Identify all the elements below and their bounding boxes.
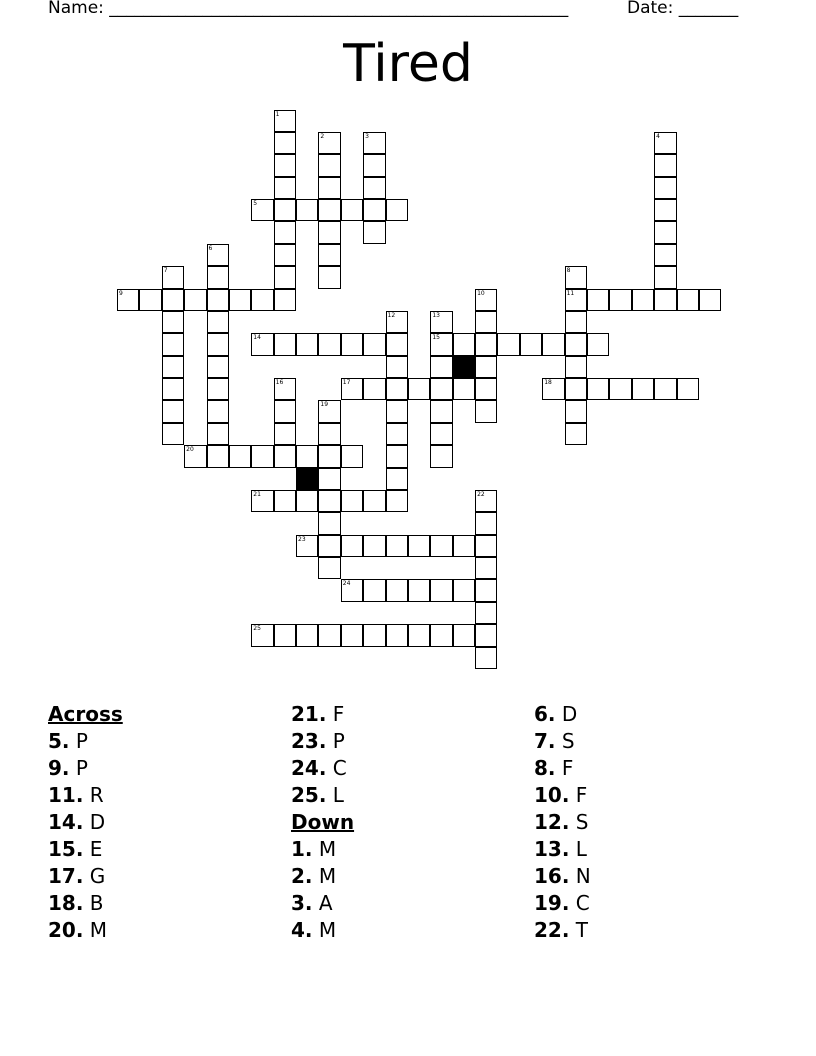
clue-text: L bbox=[569, 837, 587, 861]
grid-cell[interactable] bbox=[408, 624, 430, 646]
grid-cell[interactable] bbox=[565, 356, 587, 378]
grid-cell[interactable] bbox=[207, 311, 229, 333]
grid-cell[interactable] bbox=[162, 266, 184, 288]
grid-cell[interactable] bbox=[453, 333, 475, 355]
grid-cell[interactable] bbox=[632, 378, 654, 400]
clue-number: 8 bbox=[566, 267, 571, 275]
grid-cell[interactable] bbox=[318, 221, 340, 243]
grid-cell[interactable] bbox=[318, 154, 340, 176]
grid-cell[interactable] bbox=[475, 579, 497, 601]
grid-cell[interactable] bbox=[274, 199, 296, 221]
grid-cell[interactable] bbox=[386, 333, 408, 355]
clue-number-label: 17. bbox=[48, 864, 84, 888]
grid-cell[interactable] bbox=[251, 445, 273, 467]
clue-text: T bbox=[569, 918, 589, 942]
grid-cell[interactable] bbox=[274, 289, 296, 311]
clue-number-label: 4. bbox=[291, 918, 313, 942]
grid-cell[interactable] bbox=[318, 423, 340, 445]
clue-number: 6 bbox=[208, 244, 213, 252]
grid-cell[interactable] bbox=[654, 132, 676, 154]
grid-cell[interactable] bbox=[207, 356, 229, 378]
grid-cell[interactable] bbox=[363, 199, 385, 221]
grid-cell[interactable] bbox=[475, 512, 497, 534]
grid-cell[interactable] bbox=[386, 423, 408, 445]
grid-cell[interactable] bbox=[207, 423, 229, 445]
grid-cell[interactable] bbox=[542, 378, 564, 400]
clue-number: 19 bbox=[320, 401, 329, 409]
grid-cell[interactable] bbox=[251, 199, 273, 221]
grid-cell[interactable] bbox=[654, 266, 676, 288]
grid-cell[interactable] bbox=[363, 177, 385, 199]
grid-cell[interactable] bbox=[565, 423, 587, 445]
name-field: Name: ______________________________________________________ bbox=[48, 0, 569, 18]
grid-cell[interactable] bbox=[274, 624, 296, 646]
grid-cell[interactable] bbox=[475, 333, 497, 355]
grid-cell[interactable] bbox=[386, 356, 408, 378]
grid-cell[interactable] bbox=[296, 535, 318, 557]
grid-cell[interactable] bbox=[296, 445, 318, 467]
grid-cell[interactable] bbox=[386, 400, 408, 422]
grid-cell[interactable] bbox=[363, 624, 385, 646]
grid-cell[interactable] bbox=[430, 579, 452, 601]
grid-cell[interactable] bbox=[475, 602, 497, 624]
grid-cell[interactable] bbox=[677, 378, 699, 400]
grid-cell[interactable] bbox=[475, 557, 497, 579]
down-clue bbox=[534, 755, 764, 782]
clue-number: 15 bbox=[432, 334, 440, 342]
grid-cell[interactable] bbox=[207, 266, 229, 288]
grid-cell[interactable] bbox=[386, 199, 408, 221]
down-clue bbox=[534, 863, 764, 890]
grid-cell[interactable] bbox=[162, 333, 184, 355]
grid-cell[interactable] bbox=[363, 132, 385, 154]
across-clue bbox=[48, 836, 278, 863]
grid-cell[interactable] bbox=[296, 333, 318, 355]
clue-number-label: 7. bbox=[534, 729, 556, 753]
across-clue bbox=[48, 755, 278, 782]
clue-text: G bbox=[83, 864, 106, 888]
grid-cell[interactable] bbox=[274, 490, 296, 512]
grid-cell[interactable] bbox=[587, 289, 609, 311]
block-cell bbox=[453, 356, 475, 378]
grid-cell[interactable] bbox=[408, 579, 430, 601]
grid-cell[interactable] bbox=[274, 177, 296, 199]
clue-number-label: 11. bbox=[48, 783, 84, 807]
grid-cell[interactable] bbox=[318, 400, 340, 422]
clue-number: 21 bbox=[253, 490, 261, 498]
grid-cell[interactable] bbox=[162, 311, 184, 333]
grid-cell[interactable] bbox=[363, 378, 385, 400]
across-clue bbox=[48, 863, 278, 890]
across-heading bbox=[48, 701, 278, 728]
grid-cell[interactable] bbox=[609, 289, 631, 311]
grid-cell[interactable] bbox=[386, 490, 408, 512]
grid-cell[interactable] bbox=[430, 356, 452, 378]
grid-cell[interactable] bbox=[654, 154, 676, 176]
clue-number: 2 bbox=[320, 132, 325, 140]
clue-text: P bbox=[69, 756, 88, 780]
across-clue bbox=[291, 728, 521, 755]
grid-cell[interactable] bbox=[162, 289, 184, 311]
clue-number-label: 12. bbox=[534, 810, 570, 834]
grid-cell[interactable] bbox=[318, 177, 340, 199]
grid-cell[interactable] bbox=[430, 400, 452, 422]
grid-cell[interactable] bbox=[274, 423, 296, 445]
grid-cell[interactable] bbox=[475, 356, 497, 378]
clue-number-label: 25. bbox=[291, 783, 327, 807]
grid-cell[interactable] bbox=[699, 289, 721, 311]
grid-cell[interactable] bbox=[386, 468, 408, 490]
clue-number: 12 bbox=[387, 311, 396, 319]
clue-text: F bbox=[569, 783, 588, 807]
grid-cell[interactable] bbox=[318, 132, 340, 154]
grid-cell[interactable] bbox=[587, 333, 609, 355]
grid-cell[interactable] bbox=[363, 221, 385, 243]
clue-text: M bbox=[83, 918, 108, 942]
grid-cell[interactable] bbox=[318, 512, 340, 534]
grid-cell[interactable] bbox=[274, 400, 296, 422]
across-clue bbox=[48, 809, 278, 836]
clue-number-label: 2. bbox=[291, 864, 313, 888]
grid-cell[interactable] bbox=[386, 445, 408, 467]
clue-number: 16 bbox=[275, 379, 284, 387]
clue-number: 18 bbox=[544, 379, 552, 387]
clue-number: 1 bbox=[275, 110, 280, 118]
grid-cell[interactable] bbox=[475, 490, 497, 512]
grid-cell[interactable] bbox=[274, 154, 296, 176]
grid-cell[interactable] bbox=[430, 423, 452, 445]
puzzle-title: Tired bbox=[343, 34, 473, 94]
down-clue bbox=[534, 809, 764, 836]
grid-cell[interactable] bbox=[207, 400, 229, 422]
clue-number-label: 15. bbox=[48, 837, 84, 861]
clue-column-2 bbox=[291, 701, 521, 944]
grid-cell[interactable] bbox=[430, 311, 452, 333]
down-heading bbox=[291, 809, 521, 836]
grid-cell[interactable] bbox=[453, 535, 475, 557]
grid-cell[interactable] bbox=[251, 289, 273, 311]
clue-number-label: 3. bbox=[291, 891, 313, 915]
grid-cell[interactable] bbox=[565, 400, 587, 422]
grid-cell[interactable] bbox=[654, 378, 676, 400]
clue-number-label: 8. bbox=[534, 756, 556, 780]
down-clue bbox=[534, 836, 764, 863]
grid-cell[interactable] bbox=[475, 647, 497, 669]
grid-cell[interactable] bbox=[386, 378, 408, 400]
clue-text: N bbox=[569, 864, 591, 888]
grid-cell[interactable] bbox=[565, 289, 587, 311]
grid-cell[interactable] bbox=[274, 221, 296, 243]
grid-cell[interactable] bbox=[363, 579, 385, 601]
clue-text: L bbox=[326, 783, 344, 807]
grid-cell[interactable] bbox=[274, 333, 296, 355]
grid-cell[interactable] bbox=[654, 199, 676, 221]
grid-cell[interactable] bbox=[430, 535, 452, 557]
clue-number-label: 9. bbox=[48, 756, 70, 780]
clue-text: A bbox=[312, 891, 333, 915]
grid-cell[interactable] bbox=[229, 445, 251, 467]
grid-cell[interactable] bbox=[318, 468, 340, 490]
grid-cell[interactable] bbox=[251, 333, 273, 355]
down-clue bbox=[534, 890, 764, 917]
grid-cell[interactable] bbox=[318, 266, 340, 288]
grid-cell[interactable] bbox=[274, 110, 296, 132]
across-clue bbox=[291, 755, 521, 782]
grid-cell[interactable] bbox=[184, 289, 206, 311]
grid-cell[interactable] bbox=[341, 535, 363, 557]
clue-text: C bbox=[326, 756, 347, 780]
clue-number-label: 18. bbox=[48, 891, 84, 915]
grid-cell[interactable] bbox=[229, 289, 251, 311]
grid-cell[interactable] bbox=[184, 445, 206, 467]
grid-cell[interactable] bbox=[654, 289, 676, 311]
grid-cell[interactable] bbox=[565, 333, 587, 355]
grid-cell[interactable] bbox=[475, 624, 497, 646]
grid-cell[interactable] bbox=[318, 333, 340, 355]
grid-cell[interactable] bbox=[207, 289, 229, 311]
clue-text: P bbox=[326, 729, 345, 753]
clue-text: M bbox=[312, 837, 337, 861]
clue-number: 22 bbox=[477, 490, 485, 498]
grid-cell[interactable] bbox=[475, 535, 497, 557]
grid-cell[interactable] bbox=[565, 378, 587, 400]
grid-cell[interactable] bbox=[318, 445, 340, 467]
grid-cell[interactable] bbox=[274, 132, 296, 154]
clue-number: 7 bbox=[163, 267, 168, 275]
clue-number-label: 23. bbox=[291, 729, 327, 753]
clue-number-label: 6. bbox=[534, 702, 556, 726]
section-title: Down bbox=[291, 810, 355, 834]
grid-cell[interactable] bbox=[475, 400, 497, 422]
grid-cell[interactable] bbox=[162, 400, 184, 422]
grid-cell[interactable] bbox=[430, 445, 452, 467]
grid-cell[interactable] bbox=[475, 311, 497, 333]
clue-number: 13 bbox=[432, 311, 440, 319]
clue-text: P bbox=[69, 729, 88, 753]
grid-cell[interactable] bbox=[162, 356, 184, 378]
clue-number-label: 10. bbox=[534, 783, 570, 807]
grid-cell[interactable] bbox=[117, 289, 139, 311]
clue-number-label: 19. bbox=[534, 891, 570, 915]
clue-text: S bbox=[569, 810, 589, 834]
clue-number-label: 13. bbox=[534, 837, 570, 861]
section-title: Across bbox=[48, 702, 123, 726]
block-cell bbox=[296, 468, 318, 490]
down-clue bbox=[291, 890, 521, 917]
down-clue bbox=[534, 917, 764, 944]
grid-cell[interactable] bbox=[363, 535, 385, 557]
grid-cell[interactable] bbox=[677, 289, 699, 311]
grid-cell[interactable] bbox=[341, 199, 363, 221]
grid-cell[interactable] bbox=[430, 333, 452, 355]
grid-cell[interactable] bbox=[318, 244, 340, 266]
grid-cell[interactable] bbox=[341, 579, 363, 601]
clue-text: M bbox=[312, 918, 337, 942]
grid-cell[interactable] bbox=[318, 624, 340, 646]
clue-number: 17 bbox=[342, 379, 351, 387]
grid-cell[interactable] bbox=[609, 378, 631, 400]
grid-cell[interactable] bbox=[341, 445, 363, 467]
grid-cell[interactable] bbox=[341, 378, 363, 400]
grid-cell[interactable] bbox=[386, 311, 408, 333]
grid-cell[interactable] bbox=[654, 221, 676, 243]
grid-cell[interactable] bbox=[363, 333, 385, 355]
grid-cell[interactable] bbox=[207, 445, 229, 467]
grid-cell[interactable] bbox=[386, 535, 408, 557]
down-clue bbox=[534, 728, 764, 755]
clue-number-label: 14. bbox=[48, 810, 84, 834]
date-field: Date: _______ bbox=[627, 0, 739, 18]
clue-text: D bbox=[555, 702, 578, 726]
grid-cell[interactable] bbox=[318, 490, 340, 512]
clue-number-label: 21. bbox=[291, 702, 327, 726]
clue-column-1 bbox=[48, 701, 278, 944]
clue-text: R bbox=[83, 783, 104, 807]
clue-text: M bbox=[312, 864, 337, 888]
grid-cell[interactable] bbox=[363, 490, 385, 512]
grid-cell[interactable] bbox=[386, 579, 408, 601]
grid-cell[interactable] bbox=[475, 378, 497, 400]
grid-cell[interactable] bbox=[318, 535, 340, 557]
grid-cell[interactable] bbox=[632, 289, 654, 311]
grid-cell[interactable] bbox=[341, 490, 363, 512]
clue-number-label: 22. bbox=[534, 918, 570, 942]
clue-text: E bbox=[83, 837, 103, 861]
grid-cell[interactable] bbox=[453, 378, 475, 400]
grid-cell[interactable] bbox=[408, 378, 430, 400]
clue-text: F bbox=[326, 702, 345, 726]
grid-cell[interactable] bbox=[139, 289, 161, 311]
down-clue bbox=[291, 836, 521, 863]
grid-cell[interactable] bbox=[207, 378, 229, 400]
across-clue bbox=[48, 890, 278, 917]
grid-cell[interactable] bbox=[654, 177, 676, 199]
clue-number: 25 bbox=[253, 625, 261, 633]
grid-cell[interactable] bbox=[341, 624, 363, 646]
grid-cell[interactable] bbox=[162, 423, 184, 445]
across-clue bbox=[48, 782, 278, 809]
clue-number: 24 bbox=[342, 580, 351, 588]
clue-number: 5 bbox=[253, 200, 258, 208]
grid-cell[interactable] bbox=[251, 624, 273, 646]
grid-cell[interactable] bbox=[430, 378, 452, 400]
grid-cell[interactable] bbox=[386, 624, 408, 646]
grid-cell[interactable] bbox=[296, 624, 318, 646]
grid-cell[interactable] bbox=[363, 154, 385, 176]
grid-cell[interactable] bbox=[453, 624, 475, 646]
grid-cell[interactable] bbox=[654, 244, 676, 266]
grid-cell[interactable] bbox=[408, 535, 430, 557]
clue-text: F bbox=[555, 756, 574, 780]
down-clue bbox=[534, 701, 764, 728]
grid-cell[interactable] bbox=[274, 445, 296, 467]
across-clue bbox=[48, 917, 278, 944]
clue-number: 23 bbox=[298, 535, 306, 543]
grid-cell[interactable] bbox=[296, 490, 318, 512]
grid-cell[interactable] bbox=[565, 266, 587, 288]
grid-cell[interactable] bbox=[251, 490, 273, 512]
grid-cell[interactable] bbox=[497, 333, 519, 355]
grid-cell[interactable] bbox=[162, 378, 184, 400]
clue-number: 3 bbox=[365, 132, 369, 140]
down-clue bbox=[291, 863, 521, 890]
grid-cell[interactable] bbox=[207, 244, 229, 266]
down-clue bbox=[291, 917, 521, 944]
clue-number-label: 20. bbox=[48, 918, 84, 942]
grid-cell[interactable] bbox=[318, 199, 340, 221]
clue-number-label: 1. bbox=[291, 837, 313, 861]
across-clue bbox=[48, 728, 278, 755]
clue-number: 9 bbox=[119, 289, 123, 297]
grid-cell[interactable] bbox=[318, 557, 340, 579]
grid-cell[interactable] bbox=[430, 624, 452, 646]
clue-column-3 bbox=[534, 701, 764, 944]
clue-text: S bbox=[555, 729, 575, 753]
across-clue bbox=[291, 701, 521, 728]
grid-cell[interactable] bbox=[341, 333, 363, 355]
clue-number: 20 bbox=[186, 446, 194, 454]
clue-text: B bbox=[83, 891, 104, 915]
grid-cell[interactable] bbox=[274, 244, 296, 266]
grid-cell[interactable] bbox=[520, 333, 542, 355]
down-clue bbox=[534, 782, 764, 809]
clue-text: C bbox=[569, 891, 590, 915]
clue-number-label: 16. bbox=[534, 864, 570, 888]
clue-number: 10 bbox=[477, 289, 485, 297]
across-clue bbox=[291, 782, 521, 809]
grid-cell[interactable] bbox=[475, 289, 497, 311]
grid-cell[interactable] bbox=[453, 579, 475, 601]
grid-cell[interactable] bbox=[274, 266, 296, 288]
clue-number-label: 24. bbox=[291, 756, 327, 780]
clue-number: 11 bbox=[566, 289, 575, 297]
clue-number-label: 5. bbox=[48, 729, 70, 753]
clue-number: 14 bbox=[253, 334, 261, 342]
clue-number: 4 bbox=[656, 132, 660, 140]
grid-cell[interactable] bbox=[296, 199, 318, 221]
grid-cell[interactable] bbox=[207, 333, 229, 355]
grid-cell[interactable] bbox=[565, 311, 587, 333]
clue-text: D bbox=[83, 810, 106, 834]
grid-cell[interactable] bbox=[587, 378, 609, 400]
grid-cell[interactable] bbox=[542, 333, 564, 355]
grid-cell[interactable] bbox=[274, 378, 296, 400]
